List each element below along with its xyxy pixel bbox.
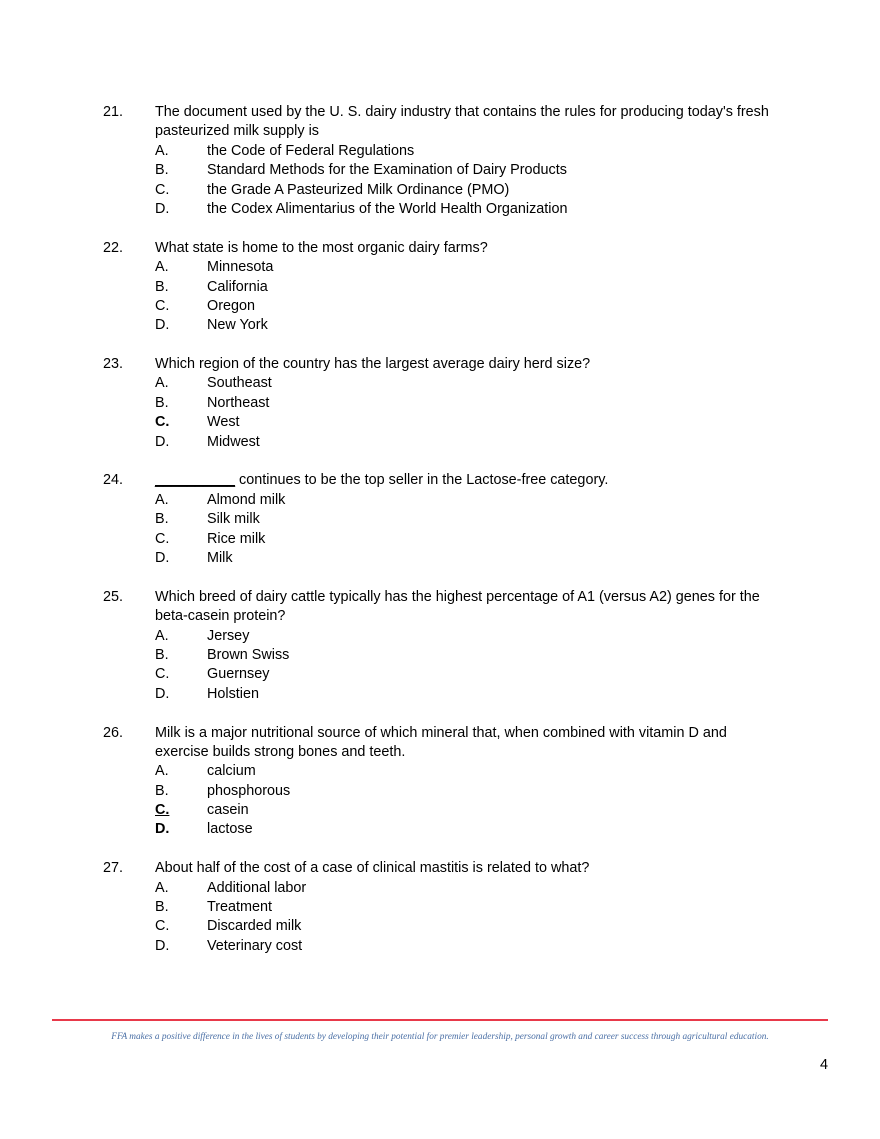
option-letter: A. <box>155 375 169 392</box>
question-text: pasteurized milk supply is <box>155 123 319 140</box>
option-text: Almond milk <box>207 491 286 508</box>
option-text: Northeast <box>207 394 270 411</box>
answer-option <box>103 374 793 393</box>
question-number: 25. <box>103 588 124 605</box>
question-text-rest: continues to be the top seller in the Lactose-free category. <box>235 472 609 489</box>
question-stem-line <box>103 239 793 258</box>
option-letter: B. <box>155 162 169 179</box>
option-letter: A. <box>155 763 169 780</box>
question-text <box>155 471 608 490</box>
question-stem-continuation <box>103 743 793 762</box>
option-text: the Grade A Pasteurized Milk Ordinance (PMO) <box>207 181 510 198</box>
question-stem-line <box>103 588 793 607</box>
option-text: Guernsey <box>207 666 270 683</box>
question-stem-line <box>103 471 793 490</box>
answer-option <box>103 278 793 297</box>
answer-option <box>103 297 793 316</box>
option-letter: A. <box>155 627 169 644</box>
option-letter: B. <box>155 646 169 663</box>
option-letter: B. <box>155 899 169 916</box>
option-letter: A. <box>155 879 169 896</box>
answer-option <box>103 937 793 956</box>
question-stem-line <box>103 103 793 122</box>
question-item <box>103 471 793 568</box>
answer-option <box>103 433 793 452</box>
question-text: The document used by the U. S. dairy industry that contains the rules for producing today's fresh <box>155 104 769 120</box>
answer-option <box>103 762 793 781</box>
answer-option <box>103 917 793 936</box>
question-item <box>103 859 793 956</box>
answer-option <box>103 413 793 432</box>
option-text: Jersey <box>207 627 250 644</box>
answer-option <box>103 820 793 839</box>
option-letter: D. <box>155 685 170 702</box>
option-letter: C. <box>155 802 170 819</box>
question-item <box>103 588 793 704</box>
answer-option <box>103 181 793 200</box>
question-number: 27. <box>103 860 124 877</box>
footer-mission-statement: FFA makes a positive difference in the lives of students by developing their potential for premier leadership, personal growth and career success through agricultural education. <box>111 1032 769 1042</box>
answer-option <box>103 646 793 665</box>
question-list <box>103 103 793 976</box>
option-letter: D. <box>155 433 170 450</box>
option-text: Discarded milk <box>207 918 302 935</box>
question-text: beta-casein protein? <box>155 608 286 625</box>
question-number: 22. <box>103 239 124 256</box>
option-letter: C. <box>155 918 170 935</box>
option-letter: A. <box>155 259 169 276</box>
option-text: West <box>207 414 240 431</box>
option-text: casein <box>207 802 249 819</box>
option-letter: C. <box>155 297 170 314</box>
answer-option <box>103 161 793 180</box>
option-letter: D. <box>155 937 170 954</box>
option-text: lactose <box>207 821 253 838</box>
answer-option <box>103 879 793 898</box>
option-letter: B. <box>155 511 169 528</box>
option-letter: B. <box>155 394 169 411</box>
answer-option <box>103 316 793 335</box>
option-text: Minnesota <box>207 259 274 276</box>
question-number: 23. <box>103 356 124 373</box>
option-letter: D. <box>155 200 170 217</box>
answer-option <box>103 142 793 161</box>
option-text: phosphorous <box>207 782 291 799</box>
question-item <box>103 355 793 452</box>
option-letter: D. <box>155 549 170 566</box>
option-text: Additional labor <box>207 879 307 896</box>
answer-option <box>103 801 793 820</box>
answer-option <box>103 782 793 801</box>
option-text: Brown Swiss <box>207 646 290 663</box>
option-text: calcium <box>207 763 256 780</box>
question-stem-continuation <box>103 607 793 626</box>
question-item <box>103 724 793 840</box>
answer-option <box>103 200 793 219</box>
option-letter: B. <box>155 278 169 295</box>
question-text: exercise builds strong bones and teeth. <box>155 743 406 760</box>
question-stem-line <box>103 724 793 743</box>
answer-option <box>103 898 793 917</box>
option-text: California <box>207 278 268 295</box>
answer-option <box>103 549 793 568</box>
question-stem-line <box>103 355 793 374</box>
option-text: the Code of Federal Regulations <box>207 142 415 159</box>
option-letter: C. <box>155 530 170 547</box>
answer-option <box>103 685 793 704</box>
answer-option <box>103 394 793 413</box>
question-stem-line <box>103 859 793 878</box>
option-text: New York <box>207 317 268 334</box>
option-text: Rice milk <box>207 530 266 547</box>
option-letter: C. <box>155 181 170 198</box>
option-letter: A. <box>155 491 169 508</box>
option-text: Silk milk <box>207 511 260 528</box>
answer-option <box>103 510 793 529</box>
question-stem-continuation <box>103 122 793 141</box>
page-number: 4 <box>819 1057 828 1073</box>
answer-option <box>103 530 793 549</box>
question-number: 21. <box>103 104 124 120</box>
option-text: Standard Methods for the Examination of Dairy Products <box>207 162 567 179</box>
question-text: What state is home to the most organic dairy farms? <box>155 239 488 256</box>
option-text: Holstien <box>207 685 259 702</box>
question-text: Which breed of dairy cattle typically has the highest percentage of A1 (versus A2) genes for the <box>155 588 760 605</box>
option-text: Veterinary cost <box>207 937 303 954</box>
option-text: Milk <box>207 549 233 566</box>
question-text: About half of the cost of a case of clinical mastitis is related to what? <box>155 860 590 877</box>
answer-option <box>103 491 793 510</box>
question-item <box>103 103 793 219</box>
option-letter: D. <box>155 821 170 838</box>
footer-divider <box>52 1019 828 1021</box>
option-text: Oregon <box>207 297 255 314</box>
option-letter: B. <box>155 782 169 799</box>
question-text: Which region of the country has the largest average dairy herd size? <box>155 356 591 373</box>
answer-option <box>103 627 793 646</box>
option-text: the Codex Alimentarius of the World Health Organization <box>207 200 568 217</box>
option-text: Southeast <box>207 375 272 392</box>
option-letter: A. <box>155 142 169 159</box>
question-number: 26. <box>103 724 124 741</box>
option-letter: D. <box>155 317 170 334</box>
option-letter: C. <box>155 414 170 431</box>
question-item <box>103 239 793 336</box>
answer-option <box>103 665 793 684</box>
option-letter: C. <box>155 666 170 683</box>
answer-blank: __________ <box>155 472 236 489</box>
option-text: Treatment <box>207 899 273 916</box>
question-number: 24. <box>103 472 124 489</box>
option-text: Midwest <box>207 433 260 450</box>
answer-option <box>103 258 793 277</box>
question-text: Milk is a major nutritional source of which mineral that, when combined with vitamin D and <box>155 724 727 741</box>
